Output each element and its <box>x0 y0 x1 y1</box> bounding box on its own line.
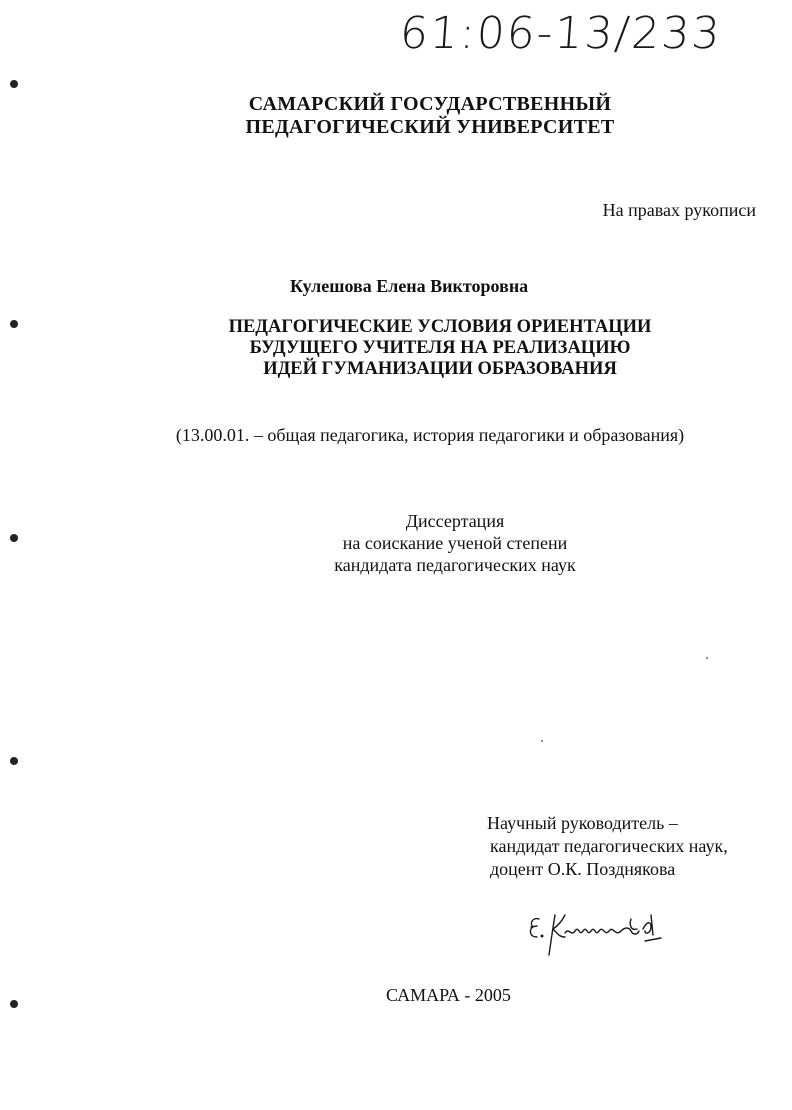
signature-icon <box>525 905 675 965</box>
scan-speck <box>706 657 708 659</box>
university-line-1: САМАРСКИЙ ГОСУДАРСТВЕННЫЙ <box>248 93 612 115</box>
degree-line-3: кандидата педагогических наук <box>334 555 576 575</box>
dissertation-title <box>180 317 700 380</box>
scan-speck <box>541 740 543 742</box>
degree-line-2: на соискание ученой степени <box>342 533 568 553</box>
signature <box>525 905 675 970</box>
punch-hole <box>10 80 18 88</box>
university-line-2: ПЕДАГОГИЧЕСКИЙ УНИВЕРСИТЕТ <box>245 116 615 138</box>
city-year: САМАРА - 2005 <box>386 985 511 1005</box>
title-line-2: БУДУЩЕГО УЧИТЕЛЯ НА РЕАЛИЗАЦИЮ <box>249 338 631 358</box>
university-name <box>210 93 650 139</box>
punch-hole <box>10 757 18 765</box>
supervisor-line-3: доцент О.К. Позднякова <box>490 859 676 879</box>
title-line-1: ПЕДАГОГИЧЕСКИЕ УСЛОВИЯ ОРИЕНТАЦИИ <box>228 317 652 337</box>
specialty-code: (13.00.01. – общая педагогика, история педагогики и образования) <box>175 425 685 445</box>
punch-hole <box>10 1000 18 1008</box>
title-line-3: ИДЕЙ ГУМАНИЗАЦИИ ОБРАЗОВАНИЯ <box>263 359 617 379</box>
degree-statement <box>255 510 655 576</box>
supervisor-line-1: Научный руководитель – <box>487 813 678 833</box>
degree-line-1: Диссертация <box>405 511 505 531</box>
author-name: Кулешова Елена Викторовна <box>290 276 529 296</box>
rights-note: На правах рукописи <box>602 200 756 220</box>
archive-code: 61:06-13/233 <box>398 8 724 59</box>
punch-hole <box>10 320 18 328</box>
punch-hole <box>10 534 18 542</box>
supervisor-block <box>487 812 728 881</box>
supervisor-line-2: кандидат педагогических наук, <box>490 836 728 856</box>
